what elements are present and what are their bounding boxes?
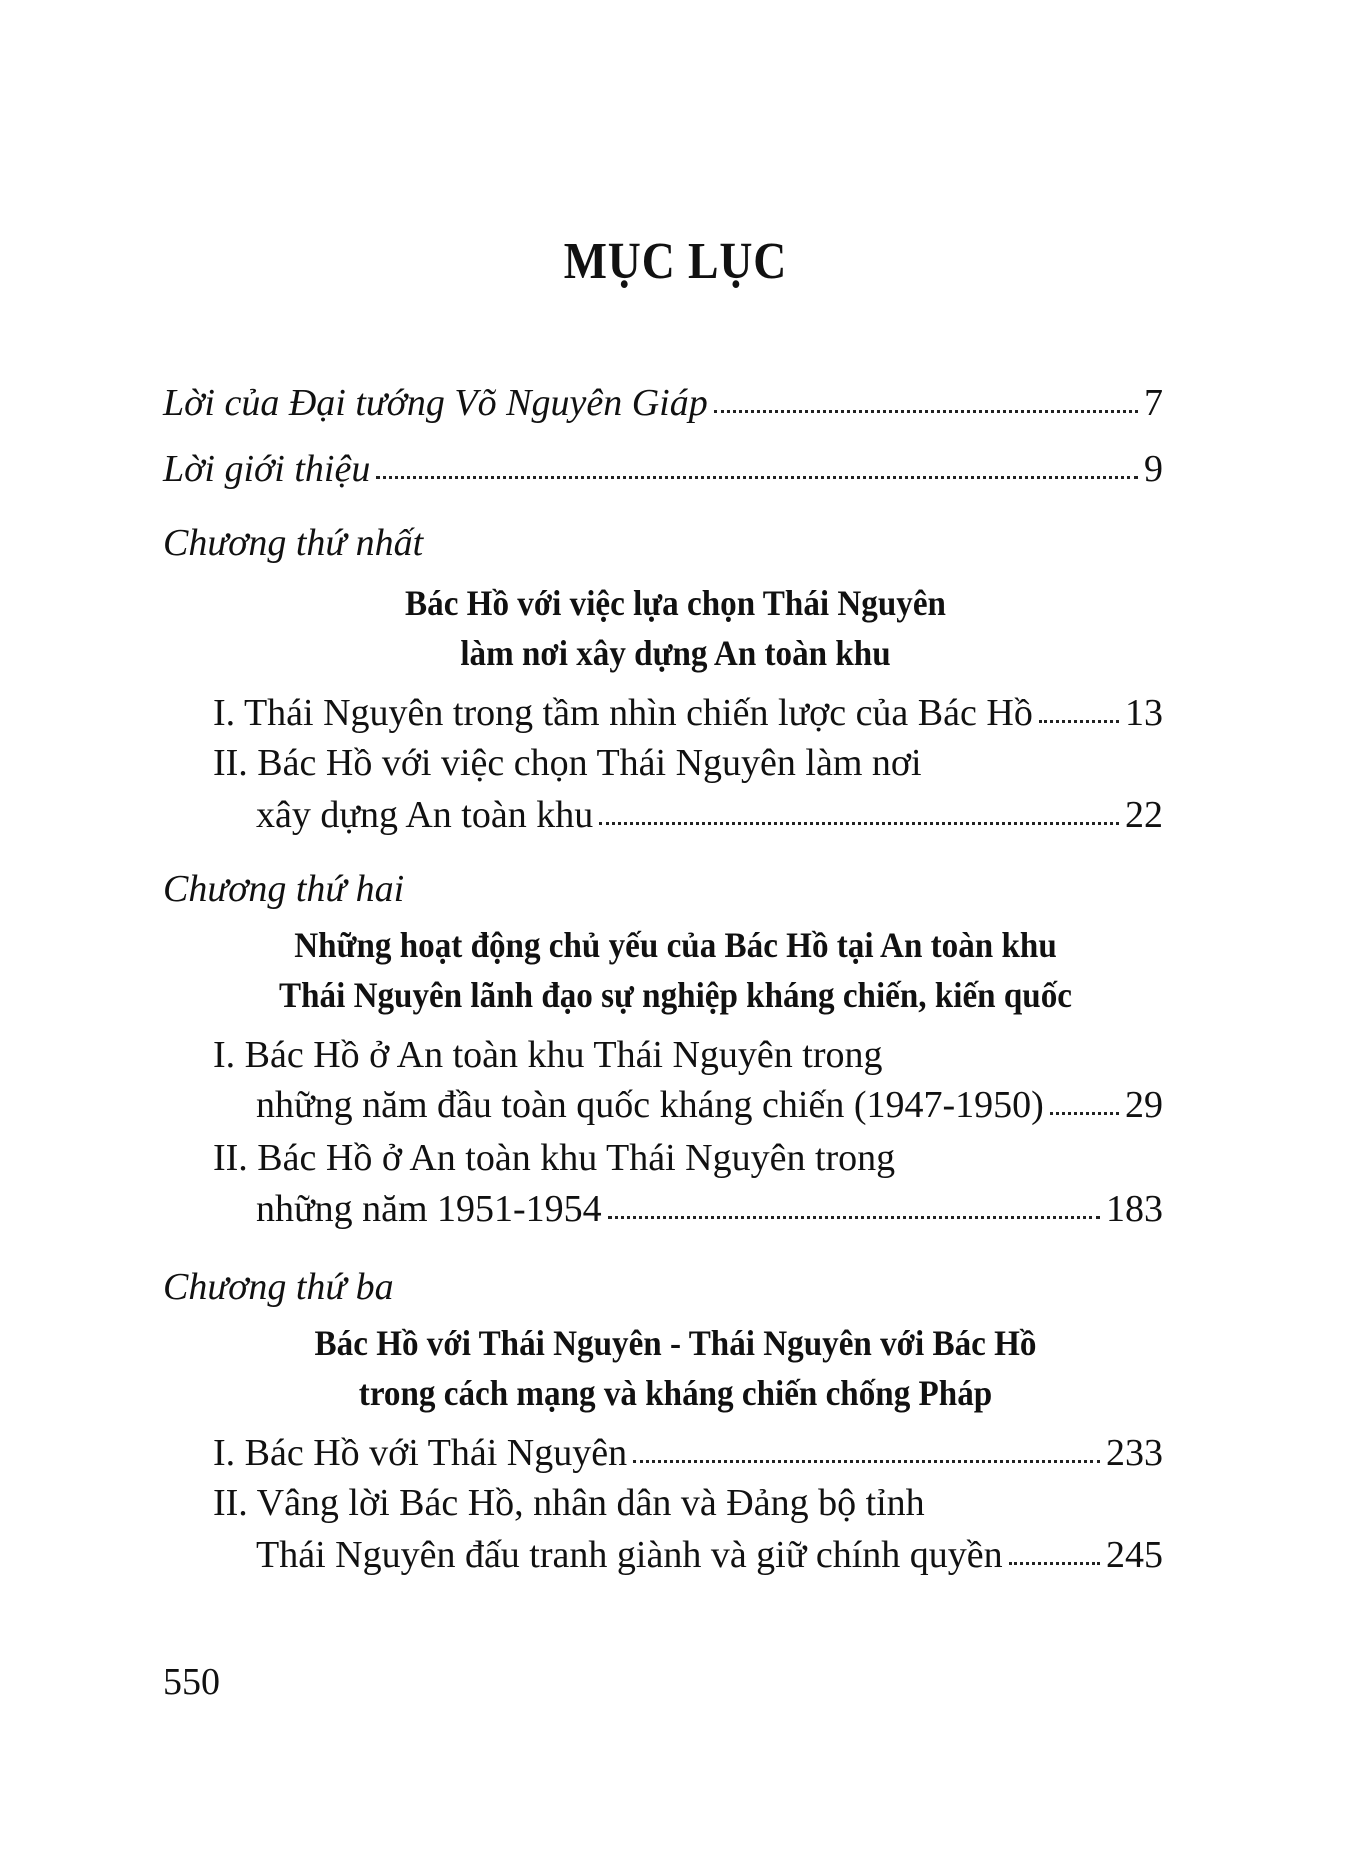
toc-entry-ch2-s2[interactable] xyxy=(256,1186,1163,1232)
toc-entry-label: những năm đầu toàn quốc kháng chiến (1947-1950) xyxy=(256,1084,1044,1126)
page-number: 550 xyxy=(163,1661,220,1703)
chapter-2-label: Chương thứ hai xyxy=(163,868,405,910)
toc-entry-ch1-s1[interactable] xyxy=(213,690,1163,736)
toc-entry-label: Lời của Đại tướng Võ Nguyên Giáp xyxy=(163,382,708,424)
toc-entry-label: Lời giới thiệu xyxy=(163,448,371,490)
toc-entry-introduction[interactable] xyxy=(163,446,1163,492)
toc-entry-label: Thái Nguyên đấu tranh giành và giữ chính quyền xyxy=(256,1534,1003,1576)
leader-dots xyxy=(1050,1087,1119,1117)
leader-dots xyxy=(633,1435,1100,1465)
toc-entry-label: I. Bác Hồ với Thái Nguyên xyxy=(213,1432,628,1474)
toc-entry-ch1-s2-line-1[interactable]: II. Bác Hồ với việc chọn Thái Nguyên làm nơi xyxy=(213,742,922,784)
toc-entry-foreword[interactable] xyxy=(163,380,1163,426)
toc-entry-label: những năm 1951-1954 xyxy=(256,1188,602,1230)
toc-entry-page: 245 xyxy=(1106,1534,1163,1576)
leader-dots xyxy=(1039,695,1119,725)
toc-entry-page: 9 xyxy=(1144,448,1163,490)
leader-dots xyxy=(714,385,1138,415)
page-title: MỤC LỤC xyxy=(563,233,788,290)
toc-entry-ch2-s1-line-1[interactable]: I. Bác Hồ ở An toàn khu Thái Nguyên trong xyxy=(213,1034,883,1076)
toc-entry-ch3-s2-line-1[interactable]: II. Vâng lời Bác Hồ, nhân dân và Đảng bộ tỉnh xyxy=(213,1482,925,1524)
leader-dots xyxy=(608,1191,1100,1221)
toc-entry-ch2-s1[interactable] xyxy=(256,1082,1163,1128)
toc-entry-page: 183 xyxy=(1106,1188,1163,1230)
toc-entry-ch2-s2-line-1[interactable]: II. Bác Hồ ở An toàn khu Thái Nguyên trong xyxy=(213,1137,896,1179)
leader-dots xyxy=(376,451,1138,481)
chapter-1-title-line-1: Bác Hồ với việc lựa chọn Thái Nguyên xyxy=(405,583,946,623)
chapter-1-title-line-2: làm nơi xây dựng An toàn khu xyxy=(460,633,891,673)
toc-entry-ch1-s2[interactable] xyxy=(256,792,1163,838)
toc-entry-page: 233 xyxy=(1106,1432,1163,1474)
toc-entry-label: I. Thái Nguyên trong tầm nhìn chiến lược của Bác Hồ xyxy=(213,692,1033,734)
toc-entry-ch3-s1[interactable] xyxy=(213,1430,1163,1476)
chapter-1-label: Chương thứ nhất xyxy=(163,522,424,564)
toc-entry-page: 13 xyxy=(1125,692,1163,734)
leader-dots xyxy=(1009,1537,1100,1567)
leader-dots xyxy=(599,797,1119,827)
chapter-3-title-line-2: trong cách mạng và kháng chiến chống Pháp xyxy=(358,1373,993,1413)
chapter-2-title-line-2: Thái Nguyên lãnh đạo sự nghiệp kháng chiến, kiến quốc xyxy=(279,975,1072,1015)
toc-entry-page: 7 xyxy=(1144,382,1163,424)
toc-entry-ch3-s2[interactable] xyxy=(256,1532,1163,1578)
chapter-3-label: Chương thứ ba xyxy=(163,1266,394,1308)
chapter-2-title-line-1: Những hoạt động chủ yếu của Bác Hồ tại An toàn khu xyxy=(294,925,1057,965)
chapter-3-title-line-1: Bác Hồ với Thái Nguyên - Thái Nguyên với Bác Hồ xyxy=(314,1323,1037,1363)
toc-entry-page: 29 xyxy=(1125,1084,1163,1126)
toc-entry-page: 22 xyxy=(1125,794,1163,836)
toc-entry-label: xây dựng An toàn khu xyxy=(256,794,594,836)
